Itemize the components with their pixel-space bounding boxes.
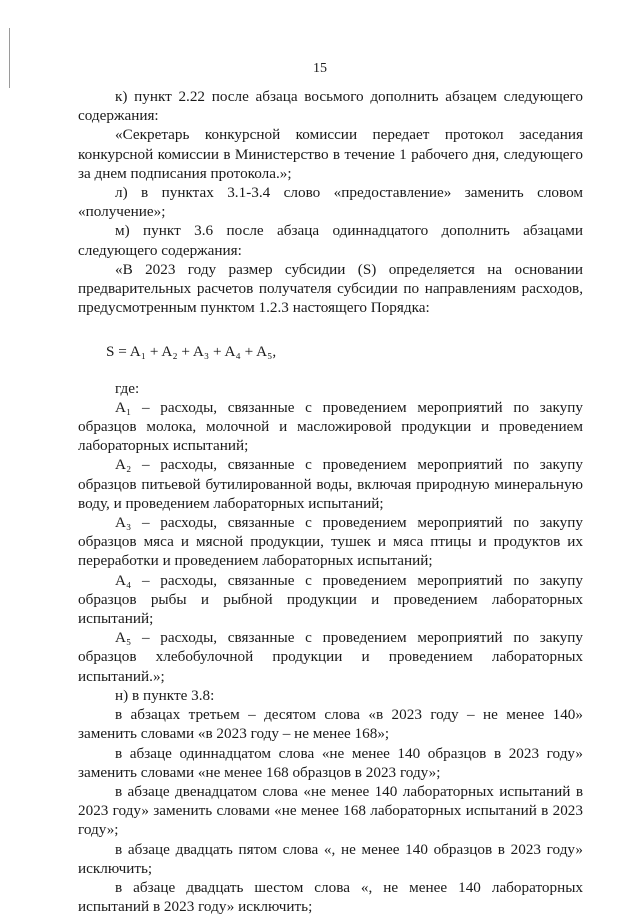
where-label: где: (115, 379, 140, 397)
scan-edge-line (9, 28, 10, 88)
paragraph-l: л) в пунктах 3.1-3.4 слово «предоставление» заменить словом «получение»; (78, 184, 583, 221)
paragraph-n-item-3: в абзаце двенадцатом слова «не менее 140 лабораторных испытаний в 2023 году» заменить словами «не менее 168 лабораторных испытаний в 2023 году»; (78, 782, 583, 839)
paragraph-m: м) пункт 3.6 после абзаца одиннадцатого дополнить абзацами следующего содержания: (78, 222, 583, 259)
paragraph-n-item-4: в абзаце двадцать пятом слова «, не менее 140 образцов в 2023 году» исключить; (78, 840, 583, 877)
paragraph-n: н) в пункте 3.8: (115, 686, 215, 704)
paragraph-a4: A₄ – расходы, связанные с проведением мероприятий по закупу образцов рыбы и рыбной продукции и проведением лабораторных испытаний; (78, 571, 583, 628)
subsidy-formula: S = A₁ + A₂ + A₃ + A₄ + A₅, (106, 343, 277, 361)
paragraph-a5: A₅ – расходы, связанные с проведением мероприятий по закупу образцов хлебобулочной продукции и проведением лабораторных испытаний.»; (78, 629, 583, 685)
paragraph-n-item-5: в абзаце двадцать шестом слова «, не менее 140 лабораторных испытаний в 2023 году» исключить; (78, 878, 583, 916)
paragraph-k: к) пункт 2.22 после абзаца восьмого дополнить абзацем следующего содержания: (78, 88, 583, 125)
document-body (78, 87, 583, 916)
paragraph-subsidy-intro: «В 2023 году размер субсидии (S) определяется на основании предварительных расчетов получателя субсидии по направлениям расходов, предусмотренным пунктом 1.2.3 настоящего Порядка: (78, 260, 583, 317)
page-number: 15 (313, 61, 327, 76)
paragraph-quote-secretary: «Секретарь конкурсной комиссии передает протокол заседания конкурсной комиссии в Министерство в течение 1 рабочего дня, следующего за днем подписания протокола.»; (78, 126, 583, 182)
paragraph-n-item-2: в абзаце одиннадцатом слова «не менее 140 образцов в 2023 году» заменить словами «не менее 168 образцов в 2023 году»; (78, 744, 583, 781)
paragraph-a1: A₁ – расходы, связанные с проведением мероприятий по закупу образцов молока, молочной и масложировой продукции и проведением лабораторных испытаний; (78, 398, 583, 455)
paragraph-a3: A₃ – расходы, связанные с проведением мероприятий по закупу образцов мяса и мясной продукции, тушек и мяса птицы и продуктов их переработки и проведением лабораторных испытаний; (78, 514, 583, 570)
paragraph-a2: A₂ – расходы, связанные с проведением мероприятий по закупу образцов питьевой бутилированной воды, включая природную минеральную воду, и проведением лабораторных испытаний; (78, 456, 583, 512)
paragraph-n-item-1: в абзацах третьем – десятом слова «в 2023 году – не менее 140» заменить словами «в 2023 году – не менее 168»; (78, 706, 583, 743)
